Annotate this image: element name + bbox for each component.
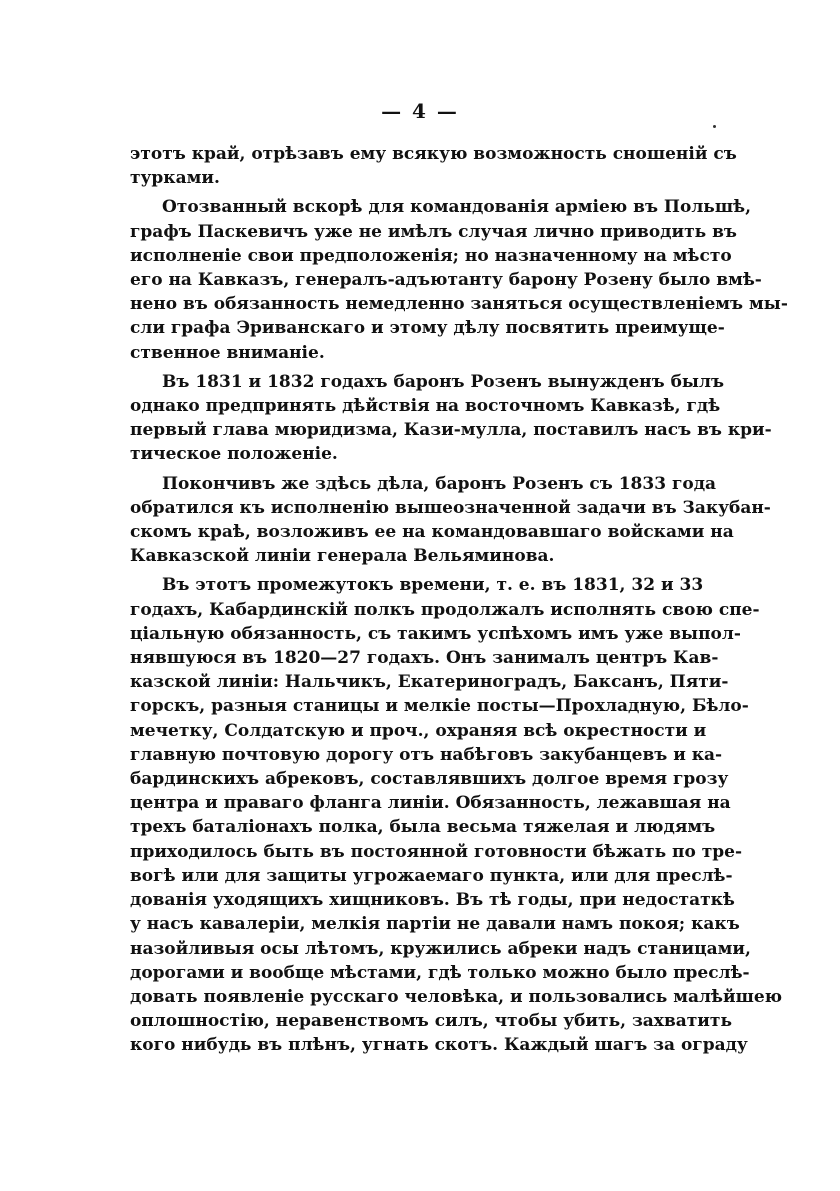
text-line: Кавказской линіи генерала Вельяминова.: [130, 546, 555, 567]
text-line: Отозванный вскорѣ для командованія арміею въ Польшѣ,: [162, 197, 751, 218]
text-line: скомъ краѣ, возложивъ ее на командовавшаго войсками на: [130, 522, 734, 543]
text-line: дорогами и вообще мѣстами, гдѣ только можно было преслѣ-: [130, 962, 750, 983]
text-line: его на Кавказъ, генералъ-адъютанту барону Розену было вмѣ-: [130, 270, 762, 291]
text-line: этотъ край, отрѣзавъ ему всякую возможность сношеній съ: [130, 144, 737, 164]
text-line: обратился къ исполненію вышеозначенной задачи въ Закубан-: [130, 497, 771, 518]
text-line: нявшуюся въ 1820—27 годахъ. Онъ занималъ центръ Кав-: [130, 648, 719, 669]
text-line: вогѣ или для защиты угрожаемаго пункта, или для преслѣ-: [130, 865, 733, 886]
paragraph-1: [130, 142, 737, 190]
print-speck: [713, 125, 716, 128]
text-line: сли графа Эриванскаго и этому дѣлу посвятить преимуще-: [130, 318, 725, 339]
text-line: турками.: [130, 168, 220, 189]
text-line: центра и праваго фланга линіи. Обязанность, лежавшая на: [130, 793, 731, 814]
text-line: тическое положеніе.: [130, 444, 338, 465]
paragraph-4: [130, 472, 771, 569]
text-line: ціальную обязанность, съ такимъ успѣхомъ имъ уже выпол-: [130, 623, 741, 644]
paragraph-2: [130, 195, 788, 364]
text-line: кого нибудь въ плѣнъ, угнать скотъ. Каждый шагъ за ограду: [130, 1035, 748, 1056]
text-line: мечетку, Солдатскую и проч., охраняя всѣ окрестности и: [130, 720, 707, 741]
text-line: Покончивъ же здѣсь дѣла, баронъ Розенъ съ 1833 года: [162, 473, 717, 494]
text-line: Въ 1831 и 1832 годахъ баронъ Розенъ вынужденъ былъ: [162, 371, 724, 392]
text-line: дованія уходящихъ хищниковъ. Въ тѣ годы, при недостаткѣ: [130, 890, 735, 911]
text-line: однако предпринять дѣйствія на восточномъ Кавказѣ, гдѣ: [130, 396, 721, 417]
text-line: нено въ обязанность немедленно заняться осуществленіемъ мы-: [130, 294, 788, 315]
text-line: первый глава мюридизма, Кази-мулла, поставилъ насъ въ кри-: [130, 420, 772, 441]
paragraph-3: [130, 370, 772, 467]
text-line: графъ Паскевичъ уже не имѣлъ случая лично приводить въ: [130, 221, 737, 242]
text-line: трехъ баталіонахъ полка, была весьма тяжелая и людямъ: [130, 817, 716, 838]
text-line: горскъ, разныя станицы и мелкіе посты—Прохладную, Бѣло-: [130, 696, 749, 717]
text-line: Въ этотъ промежутокъ времени, т. е. въ 1831, 32 и 33: [162, 575, 704, 596]
text-line: главную почтовую дорогу отъ набѣговъ закубанцевъ и ка-: [130, 744, 723, 765]
text-line: исполненіе свои предположенія; но назначенному на мѣсто: [130, 245, 732, 266]
text-line: оплошностію, неравенствомъ силъ, чтобы убить, захватить: [130, 1011, 732, 1032]
paragraph-5: [130, 573, 783, 1057]
text-line: бардинскихъ абрековъ, составлявшихъ долгое время грозу: [130, 769, 729, 790]
text-line: довать появленіе русскаго человѣка, и пользовались малѣйшею: [130, 986, 783, 1007]
text-line: приходилось быть въ постоянной готовности бѣжать по тре-: [130, 841, 743, 862]
text-line: ственное вниманіе.: [130, 342, 325, 363]
text-line: казской линіи: Нальчикъ, Екатериноградъ, Баксанъ, Пяти-: [130, 672, 729, 693]
text-line: у насъ кавалеріи, мелкія партіи не давали намъ покоя; какъ: [130, 914, 740, 935]
page-number: — 4 —: [381, 99, 459, 123]
text-line: годахъ, Кабардинскій полкъ продолжалъ исполнять свою спе-: [130, 599, 760, 620]
text-line: назойливыя осы лѣтомъ, кружились абреки надъ станицами,: [130, 938, 751, 959]
document-body: [130, 142, 788, 1058]
